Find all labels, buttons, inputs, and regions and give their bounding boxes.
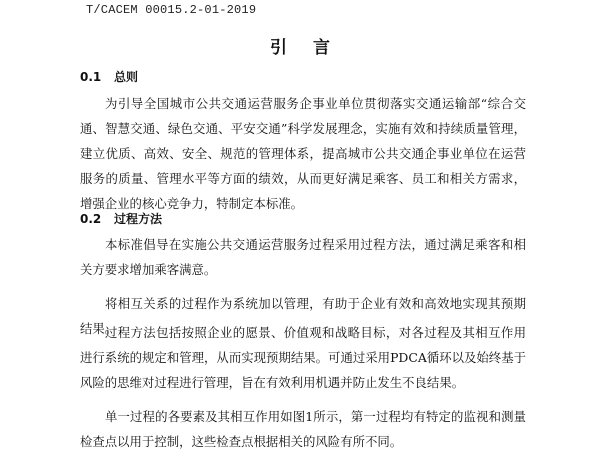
page-title: 引言 xyxy=(270,38,356,58)
section-number: 0.1 xyxy=(80,70,102,84)
paragraph-general: 为引导全国城市公共交通运营服务企事业单位贯彻落实交通运输部“综合交通、智慧交通、绿色交通、平安交通”科学发展理念，实施有效和持续质量管理，建立优质、高效、安全、规范的管理体系，提高城市公共交通企事业单位在运营服务的质量、管理水平等方面的绩效，从而更好满足乘客、员工和相关方需求，增强企业的核心竞争力，特制定本标准。 xyxy=(80,96,526,211)
section-number: 0.2 xyxy=(80,212,102,226)
section-heading-process-approach xyxy=(80,210,162,227)
section-title: 过程方法 xyxy=(114,212,163,226)
paragraph-process-2: 将相互关系的过程作为系统加以管理，有助于企业有效和高效地实现其预期结果。 xyxy=(80,296,526,336)
document-code: T/CACEM 00015.2-01-2019 xyxy=(86,3,257,17)
paragraph-process-3: 过程方法包括按照企业的愿景、价值观和战略目标，对各过程及其相互作用进行系统的规定和管理，从而实现预期结果。可通过采用PDCA循环以及始终基于风险的思维对过程进行管理，旨在有效利用机遇并防止发生不良结果。 xyxy=(80,325,526,390)
section-heading-general xyxy=(80,68,138,85)
section-title: 总则 xyxy=(114,70,139,84)
paragraph-process-1: 本标准倡导在实施公共交通运营服务过程采用过程方法，通过满足乘客和相关方要求增加乘客满意。 xyxy=(80,237,526,277)
paragraph-process-4: 单一过程的各要素及其相互作用如图1所示，第一过程均有特定的监视和测量检查点以用于控制，这些检查点根据相关的风险有所不同。 xyxy=(80,409,526,449)
